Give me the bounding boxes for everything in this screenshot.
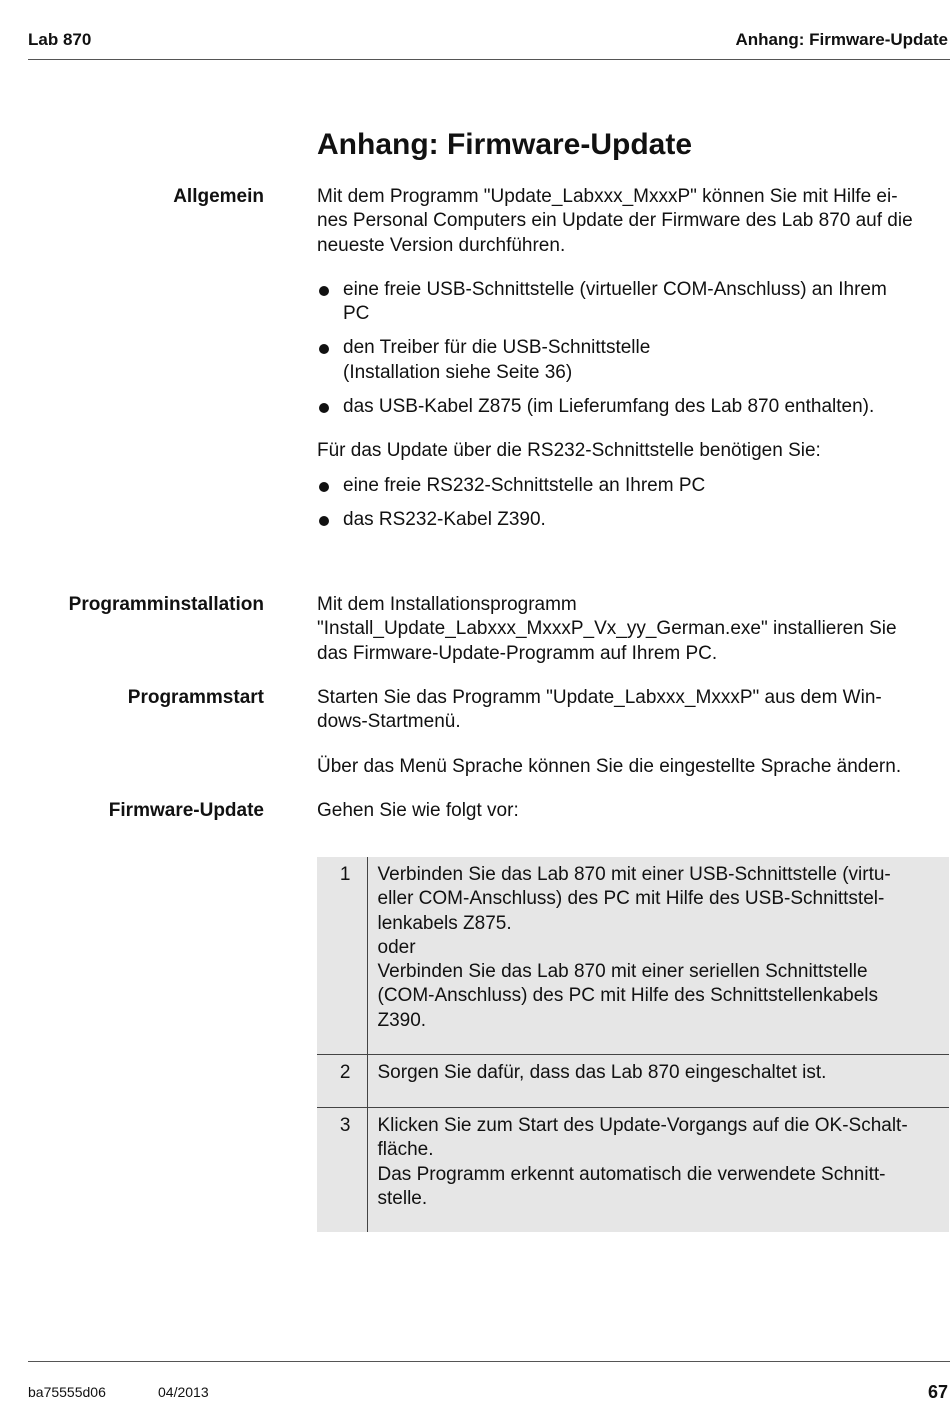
- bullet-icon: [319, 403, 329, 413]
- header-divider: [28, 59, 950, 60]
- step-text: [367, 857, 949, 1055]
- text-line: Z390.: [377, 1009, 427, 1031]
- list-item: [317, 474, 947, 498]
- text-line: (Installation siehe Seite 36): [343, 361, 573, 383]
- text-line: lenkabels Z875.: [377, 912, 512, 934]
- list-item: [317, 336, 947, 385]
- text-line: Sorgen Sie dafür, dass das Lab 870 eingeschaltet ist.: [377, 1062, 827, 1083]
- table-row: [317, 857, 949, 1055]
- text-line: (COM-Anschluss) des PC mit Hilfe des Schnittstellenkabels: [377, 985, 879, 1007]
- list-item: [317, 395, 947, 419]
- running-header-right: Anhang: Firmware-Update: [735, 30, 948, 49]
- section-installation-body: [317, 593, 947, 666]
- running-header-left: Lab 870: [28, 30, 92, 49]
- page-number: 67: [927, 1382, 948, 1402]
- list-item: [317, 508, 947, 532]
- text-line: das RS232-Kabel Z390.: [343, 508, 546, 530]
- rs232-intro: Für das Update über die RS232-Schnittstelle benötigen Sie:: [317, 440, 821, 462]
- text-line: eller COM-Anschluss) des PC mit Hilfe des USB-Schnittstel-: [377, 888, 885, 910]
- language-note: Über das Menü Sprache können Sie die eingestellte Sprache ändern.: [317, 755, 902, 777]
- step-number: 1: [317, 857, 367, 1055]
- footer-date: 04/2013: [158, 1384, 209, 1400]
- start-text: [317, 686, 947, 735]
- section-label-allgemein: Allgemein: [173, 186, 264, 207]
- section-allgemein-body: [317, 185, 947, 532]
- step-text: [367, 1055, 949, 1108]
- text-line: Verbinden Sie das Lab 870 mit einer seriellen Schnittstelle: [377, 961, 868, 983]
- step-text: [367, 1108, 949, 1233]
- text-line: Starten Sie das Programm "Update_Labxxx_MxxxP" aus dem Win-: [317, 687, 882, 708]
- list-item: [317, 278, 947, 327]
- text-line: Mit dem Installationsprogramm: [317, 594, 577, 615]
- update-intro: Gehen Sie wie folgt vor:: [317, 800, 519, 821]
- text-line: eine freie RS232-Schnittstelle an Ihrem PC: [343, 474, 706, 496]
- allgemein-intro: [317, 185, 947, 258]
- text-line: Verbinden Sie das Lab 870 mit einer USB-Schnittstelle (virtu-: [377, 864, 891, 885]
- bullet-icon: [319, 482, 329, 492]
- table-row: [317, 1055, 949, 1108]
- bullet-icon: [319, 344, 329, 354]
- section-update-body: [317, 799, 947, 823]
- footer-divider: [28, 1361, 950, 1362]
- text-line: neueste Version durchführen.: [317, 234, 566, 256]
- text-line: das USB-Kabel Z875 (im Lieferumfang des Lab 870 enthalten).: [343, 396, 875, 418]
- text-line: das Firmware-Update-Programm auf Ihrem PC.: [317, 642, 718, 664]
- steps-table: [317, 857, 949, 1232]
- text-line: Das Programm erkennt automatisch die verwendete Schnitt-: [377, 1163, 886, 1185]
- bullet-icon: [319, 286, 329, 296]
- section-label-programmstart: Programmstart: [127, 687, 264, 708]
- table-row: [317, 1108, 949, 1233]
- footer-doc-code: ba75555d06: [28, 1384, 106, 1400]
- section-label-programminstallation: Programminstallation: [68, 594, 264, 615]
- installation-text: [317, 593, 947, 666]
- text-line: Mit dem Programm "Update_Labxxx_MxxxP" können Sie mit Hilfe ei-: [317, 186, 898, 207]
- step-number: 3: [317, 1108, 367, 1233]
- text-line: nes Personal Computers ein Update der Firmware des Lab 870 auf die: [317, 210, 913, 232]
- bullet-icon: [319, 516, 329, 526]
- text-line: Klicken Sie zum Start des Update-Vorgangs auf die OK-Schalt-: [377, 1115, 908, 1136]
- page-title: Anhang: Firmware-Update: [317, 128, 693, 161]
- text-line: "Install_Update_Labxxx_MxxxP_Vx_yy_German.exe" installieren Sie: [317, 618, 897, 640]
- step-number: 2: [317, 1055, 367, 1108]
- section-start-body: [317, 686, 947, 779]
- text-line: eine freie USB-Schnittstelle (virtueller COM-Anschluss) an Ihrem: [343, 278, 887, 300]
- text-line: oder: [377, 936, 416, 958]
- text-line: fläche.: [377, 1139, 434, 1161]
- section-label-firmware-update: Firmware-Update: [108, 800, 264, 821]
- text-line: dows-Startmenü.: [317, 711, 461, 733]
- text-line: den Treiber für die USB-Schnittstelle: [343, 337, 651, 359]
- text-line: stelle.: [377, 1187, 428, 1209]
- text-line: PC: [343, 303, 370, 325]
